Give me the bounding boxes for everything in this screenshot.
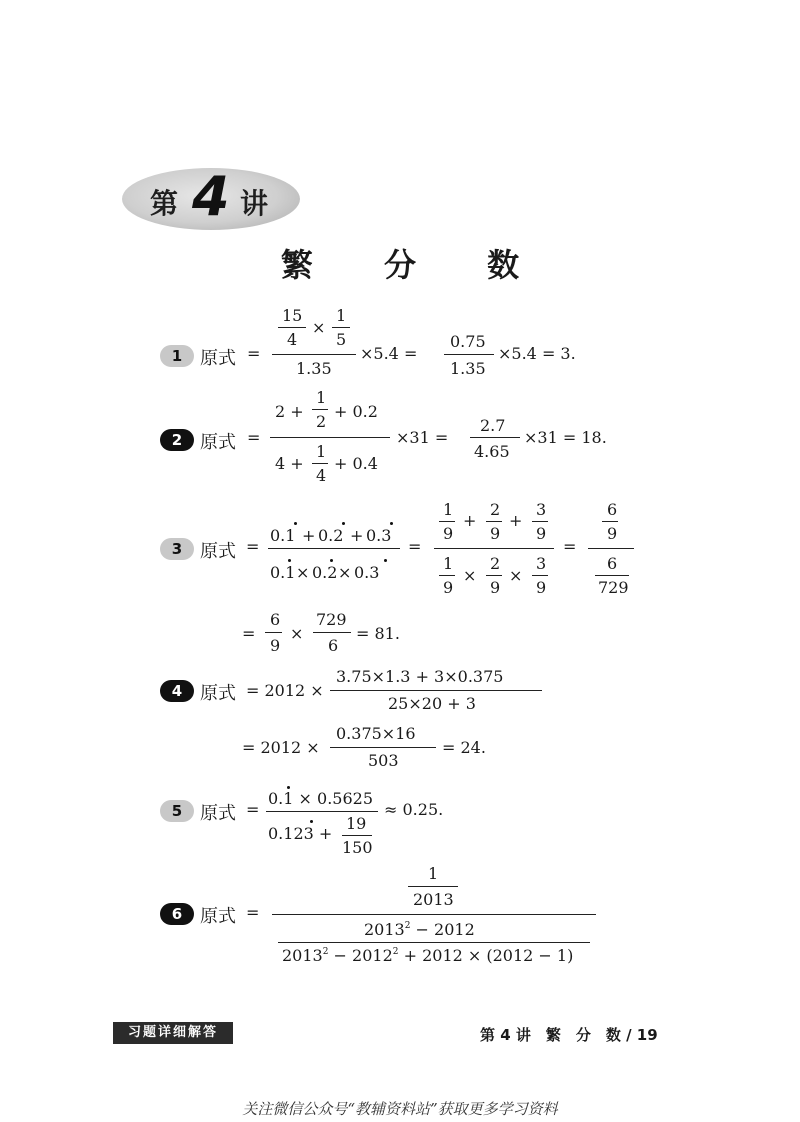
fraction-numerator: 1 <box>443 554 454 573</box>
watermark-text: 关注微信公众号“教辅资料站”获取更多学习资料 <box>242 1100 558 1118</box>
fraction-bar <box>602 521 618 522</box>
repeating-dot <box>330 559 333 562</box>
times-sign: × <box>290 624 304 643</box>
problem-label: 原式 <box>200 348 236 369</box>
equals-sign: = <box>408 537 422 556</box>
main-fraction-bar <box>266 811 378 812</box>
result: = 81. <box>356 624 400 643</box>
fraction-denominator: 503 <box>368 751 399 770</box>
fraction-numerator: 2.7 <box>480 416 506 435</box>
fraction-denominator: 9 <box>607 524 618 543</box>
lesson-suffix: 讲 <box>240 187 269 220</box>
fraction-denominator: 2 <box>316 412 327 431</box>
fraction-numerator: 15 <box>282 306 303 325</box>
fraction-bar <box>439 575 455 576</box>
fraction-bar <box>444 354 494 355</box>
problem-number-badge: 6 <box>160 903 194 925</box>
fraction-numerator: 6 <box>607 554 618 573</box>
repeating-dot <box>390 522 393 525</box>
fraction-numerator: 0.1 × 0.5625 <box>268 789 374 808</box>
problem-number-badge: 5 <box>160 800 194 822</box>
times-sign: × <box>312 318 326 337</box>
exponent: 2 <box>404 921 411 931</box>
multiplier-expression: = 2012 × <box>242 738 320 757</box>
result: ≈ 0.25. <box>384 800 444 819</box>
result: ×31 = 18. <box>524 428 607 447</box>
term: − 2012 <box>415 920 475 939</box>
fraction-numerator: 1 <box>428 864 439 883</box>
main-fraction-bar <box>268 548 400 549</box>
repeating-dot <box>287 786 290 789</box>
exponent: 2 <box>322 947 329 957</box>
fraction-denominator: 9 <box>536 578 547 597</box>
repeating-dot <box>310 820 313 823</box>
repeating-decimal: 0.1 <box>270 563 296 582</box>
running-footer: 第 4 讲 繁 分 数 / 19 <box>480 1026 658 1044</box>
lesson-number: 4 <box>192 165 230 228</box>
fraction-denominator: 25×20 + 3 <box>388 694 476 713</box>
fraction-numerator: 3.75×1.3 + 3×0.375 <box>336 667 504 686</box>
repeating-dot <box>342 522 345 525</box>
fraction-numerator: 3 <box>536 500 547 519</box>
equals-sign: = <box>247 428 261 447</box>
fraction-numerator: 1 <box>443 500 454 519</box>
exponent: 2 <box>392 947 399 957</box>
fraction-numerator: 729 <box>316 610 347 629</box>
equals-sign: = <box>242 624 256 643</box>
fraction-numerator: 0.375×16 <box>336 724 416 743</box>
plus-sign: + <box>302 526 316 545</box>
fraction-denominator: 4 <box>316 466 327 485</box>
fraction-denominator: 4.65 <box>474 442 510 461</box>
base: 2013 <box>364 920 405 939</box>
main-fraction-bar <box>588 548 634 549</box>
repeating-decimal: 0.3 <box>366 526 392 545</box>
fraction-bar <box>330 690 542 691</box>
equals-sign: = <box>246 903 260 922</box>
fraction-denominator: 4 <box>287 330 298 349</box>
multiply-expression: ×5.4 = <box>360 344 418 363</box>
repeating-decimal: 0.2 <box>318 526 344 545</box>
fraction-bar <box>532 575 548 576</box>
fraction-denominator: 1.35 <box>450 359 486 378</box>
fraction-numerator: 0.75 <box>450 332 486 351</box>
base: 2013 <box>282 946 323 965</box>
fraction-bar <box>332 327 350 328</box>
plus-sign: + <box>350 526 364 545</box>
fraction-numerator: 2 <box>490 500 501 519</box>
problem-label: 原式 <box>200 432 236 453</box>
times-sign: × <box>296 563 310 582</box>
repeating-dot <box>294 522 297 525</box>
equals-sign: = <box>246 800 260 819</box>
problem-number-badge: 3 <box>160 538 194 560</box>
plus-sign: + <box>509 511 523 530</box>
fraction-numerator: 1 <box>316 388 327 407</box>
times-sign: × <box>338 563 352 582</box>
fraction-bar <box>408 886 458 887</box>
denominator-part: 0.123 + <box>268 824 333 843</box>
fraction-denominator: 9 <box>443 524 454 543</box>
fraction-bar <box>312 463 328 464</box>
fraction-numerator: 1 <box>336 306 347 325</box>
fraction-denominator: 2013 <box>413 890 454 909</box>
equals-sign: = <box>563 537 577 556</box>
fraction-denominator: 9 <box>490 524 501 543</box>
numerator-part: + 0.2 <box>334 402 378 421</box>
fraction-denominator: 9 <box>490 578 501 597</box>
fraction-denominator: 6 <box>328 636 339 655</box>
main-fraction-bar <box>272 914 596 915</box>
denominator-part: + 0.4 <box>334 454 378 473</box>
fraction-bar <box>265 632 282 633</box>
multiplier-expression: = 2012 × <box>246 681 324 700</box>
fraction-bar <box>330 747 436 748</box>
fraction-denominator: 9 <box>536 524 547 543</box>
lesson-badge <box>122 165 300 230</box>
problem-number-badge: 2 <box>160 429 194 451</box>
fraction-bar <box>342 835 372 836</box>
fraction-numerator: 3 <box>536 554 547 573</box>
problem-number-badge: 1 <box>160 345 194 367</box>
plus-sign: + <box>463 511 477 530</box>
term: + 2012 × (2012 − 1) <box>403 946 574 965</box>
result: ×5.4 = 3. <box>498 344 576 363</box>
lesson-prefix: 第 <box>150 187 179 220</box>
fraction-bar <box>486 521 502 522</box>
result: = 24. <box>442 738 486 757</box>
fraction-bar <box>486 575 502 576</box>
fraction-bar <box>278 942 590 943</box>
repeating-decimal: 0.1 <box>270 526 296 545</box>
page-title: 繁 分 数 <box>280 246 550 284</box>
fraction-numerator: 19 <box>346 814 367 833</box>
problem-label: 原式 <box>200 906 236 927</box>
numerator-part: 2 + <box>275 402 304 421</box>
times-sign: × <box>463 566 477 585</box>
times-sign: × <box>509 566 523 585</box>
problem-number-badge: 4 <box>160 680 194 702</box>
section-tag: 习题详细解答 <box>113 1022 233 1044</box>
denominator-part: 4 + <box>275 454 304 473</box>
equals-sign: = <box>246 537 260 556</box>
fraction-bar <box>312 409 328 410</box>
repeating-dot <box>288 559 291 562</box>
multiply-expression: ×31 = <box>396 428 449 447</box>
fraction-denominator: 729 <box>598 578 629 597</box>
problem-label: 原式 <box>200 683 236 704</box>
fraction-bar <box>439 521 455 522</box>
fraction-numerator: 2 <box>490 554 501 573</box>
fraction-bar <box>532 521 548 522</box>
fraction-bar <box>595 575 629 576</box>
fraction-denominator: 5 <box>336 330 347 349</box>
fraction-numerator: 6 <box>270 610 281 629</box>
inner-denominator <box>282 946 573 965</box>
main-fraction-bar <box>270 437 390 438</box>
repeating-dot <box>384 559 387 562</box>
fraction-denominator: 150 <box>342 838 373 857</box>
repeating-decimal: 0.3 <box>354 563 380 582</box>
problem-label: 原式 <box>200 541 236 562</box>
fraction-numerator: 6 <box>607 500 618 519</box>
fraction-bar <box>278 327 306 328</box>
fraction-denominator: 1.35 <box>296 359 332 378</box>
main-fraction-bar <box>434 548 554 549</box>
fraction-numerator: 1 <box>316 442 327 461</box>
fraction-bar <box>470 437 520 438</box>
repeating-decimal: 0.2 <box>312 563 338 582</box>
problem-label: 原式 <box>200 803 236 824</box>
equals-sign: = <box>247 344 261 363</box>
fraction-denominator: 9 <box>443 578 454 597</box>
main-fraction-bar <box>272 354 356 355</box>
term: − 2012 <box>333 946 393 965</box>
inner-numerator <box>364 920 475 939</box>
fraction-denominator: 9 <box>270 636 281 655</box>
fraction-bar <box>313 632 351 633</box>
